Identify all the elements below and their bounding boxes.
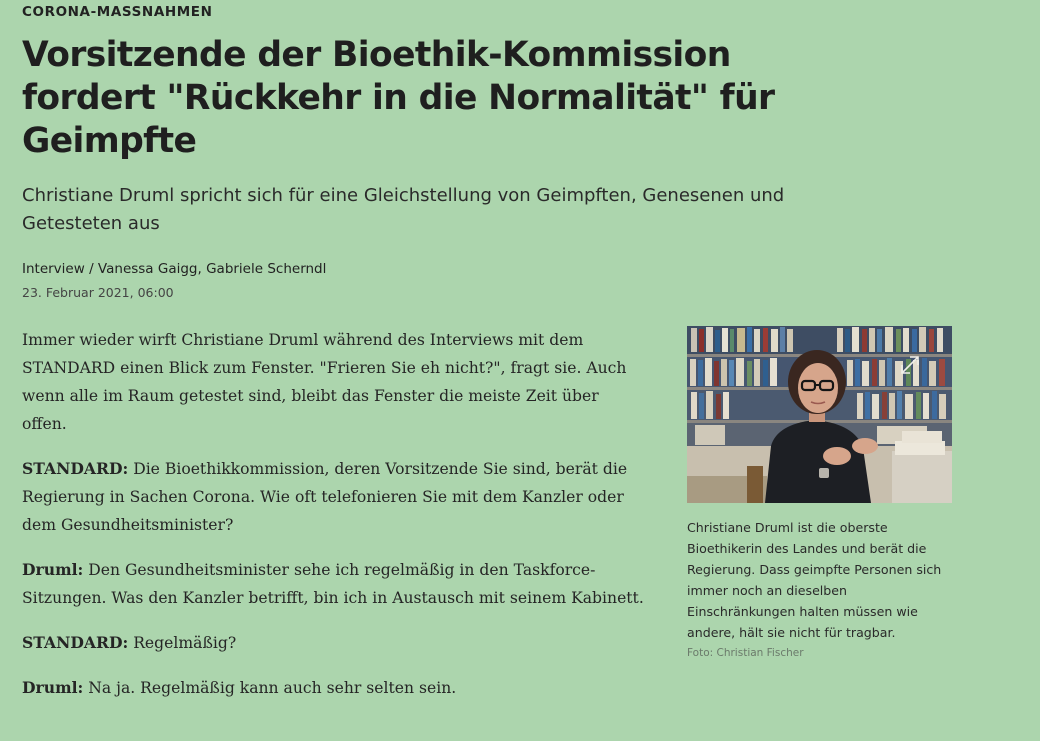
article-headline: Vorsitzende der Bioethik-Kommission fordert "Rückkehr in die Normalität" für Geimpfte <box>22 35 775 161</box>
byline-separator: / <box>84 261 98 277</box>
speaker-label: Druml: <box>22 560 84 579</box>
paragraph <box>22 629 647 657</box>
byline-authors[interactable]: Vanessa Gaigg, Gabriele Scherndl <box>97 261 327 277</box>
publish-date: 23. Februar 2021, 06:00 <box>22 285 174 300</box>
article-figure <box>687 326 952 659</box>
photo-credit: Foto: Christian Fischer <box>687 647 804 659</box>
paragraph <box>22 326 647 438</box>
speaker-label: STANDARD: <box>22 459 129 478</box>
paragraph-text: Immer wieder wirft Christiane Druml während des Interviews mit dem STANDARD einen Blick zum Fenster. "Frieren Sie eh nicht?", fragt sie. Auch wenn alle im Raum getestet sind, bleibt das Fenster die meiste Zeit über offen. <box>22 331 627 433</box>
article-subtitle: Christiane Druml spricht sich für eine Gleichstellung von Geimpften, Genesenen und Getesteten aus <box>22 185 785 234</box>
figure-caption: Christiane Druml ist die oberste Bioethikerin des Landes und berät die Regierung. Dass geimpfte Personen sich immer noch an dieselben Einschränkungen halten müssen wie andere, hält sie nicht für tragbar. <box>687 520 942 640</box>
paragraph <box>22 674 647 702</box>
byline <box>22 261 326 277</box>
speaker-label: Druml: <box>22 678 84 697</box>
paragraph-text: Regelmäßig? <box>128 634 237 652</box>
byline-type: Interview <box>22 261 85 277</box>
paragraph <box>22 455 647 539</box>
paragraph <box>22 556 647 612</box>
article-body <box>22 326 647 719</box>
speaker-label: STANDARD: <box>22 633 129 652</box>
paragraph-text: Den Gesundheitsminister sehe ich regelmäßig in den Taskforce-Sitzungen. Was den Kanzler betrifft, bin ich in Austausch mit seinem Kabinett. <box>22 561 644 607</box>
paragraph-text: Die Bioethikkommission, deren Vorsitzende Sie sind, berät die Regierung in Sachen Corona. Wie oft telefonieren Sie mit dem Kanzler oder dem Gesundheitsminister? <box>22 460 628 534</box>
paragraph-text: Na ja. Regelmäßig kann auch sehr selten sein. <box>83 679 457 697</box>
article-kicker[interactable]: CORONA-MASSNAHMEN <box>22 4 213 20</box>
article-photo[interactable] <box>687 326 952 503</box>
